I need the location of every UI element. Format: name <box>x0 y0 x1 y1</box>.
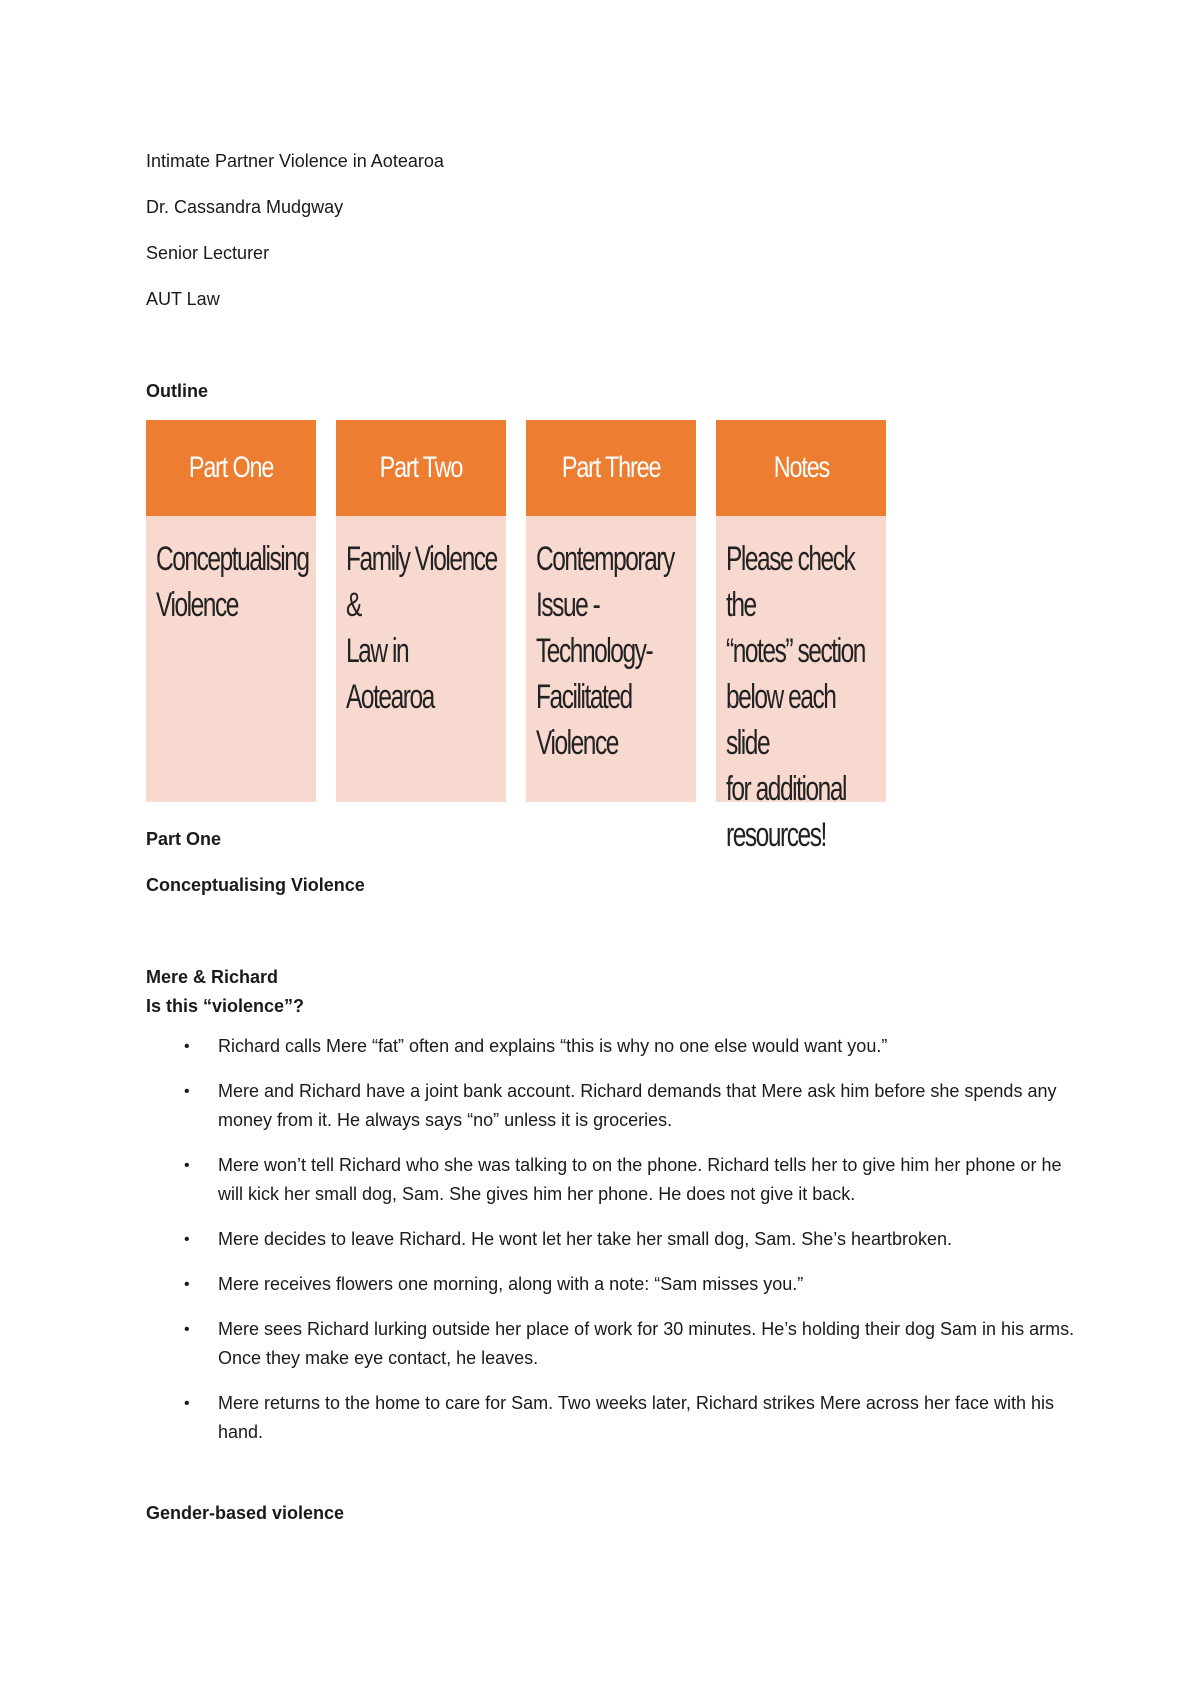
outline-card-part-two <box>336 420 506 802</box>
outline-card-body: Conceptualising Violence <box>146 516 316 802</box>
outline-card-part-three <box>526 420 696 802</box>
list-item-text: Richard calls Mere “fat” often and explains “this is why no one else would want you.” <box>218 1036 888 1056</box>
part-one-subheading: Conceptualising Violence <box>146 875 365 895</box>
bullet-icon: • <box>184 1083 190 1100</box>
author-role: Senior Lecturer <box>146 243 270 263</box>
bullet-icon: • <box>184 1157 190 1174</box>
list-item <box>146 1315 1076 1373</box>
outline-card-body: Family Violence & Law in Aotearoa <box>336 516 506 802</box>
part-one-heading: Part One <box>146 829 222 849</box>
list-item <box>146 1151 1076 1209</box>
list-item <box>146 1270 1076 1299</box>
list-item <box>146 1077 1076 1135</box>
list-item <box>146 1225 1076 1254</box>
author-institution: AUT Law <box>146 289 220 309</box>
scenario-heading: Mere & Richard <box>146 967 279 987</box>
list-item-text: Mere decides to leave Richard. He wont let her take her small dog, Sam. She’s heartbroken. <box>218 1229 953 1249</box>
outline-card-part-one <box>146 420 316 802</box>
bullet-icon: • <box>184 1038 190 1055</box>
scenario-question: Is this “violence”? <box>146 996 305 1016</box>
list-item-text: Mere sees Richard lurking outside her place of work for 30 minutes. He’s holding their dog Sam in his arms. Once they make eye contact, he leaves. <box>218 1319 1075 1368</box>
outline-heading: Outline <box>146 381 208 401</box>
list-item-text: Mere receives flowers one morning, along with a note: “Sam misses you.” <box>218 1274 804 1294</box>
bullet-icon: • <box>184 1395 190 1412</box>
bullet-icon: • <box>184 1231 190 1248</box>
outline-card-notes <box>716 420 886 854</box>
outline-cards <box>146 420 886 854</box>
list-item-text: Mere returns to the home to care for Sam. Two weeks later, Richard strikes Mere across her face with his hand. <box>218 1393 1054 1442</box>
outline-card-body: Please check the “notes” section below each slide for additional resources! <box>716 516 886 802</box>
outline-card-title: Part Three <box>526 420 696 516</box>
list-item <box>146 1032 1076 1061</box>
outline-card-body: Contemporary Issue - Technology- Facilitated Violence <box>526 516 696 802</box>
outline-card-title: Part One <box>146 420 316 516</box>
outline-card-title: Notes <box>716 420 886 516</box>
bullet-icon: • <box>184 1276 190 1293</box>
author-name: Dr. Cassandra Mudgway <box>146 197 344 217</box>
list-item-text: Mere won’t tell Richard who she was talking to on the phone. Richard tells her to give him her phone or he will kick her small dog, Sam. She gives him her phone. He does not give it back. <box>218 1155 1062 1204</box>
outline-card-title: Part Two <box>336 420 506 516</box>
section-heading: Gender-based violence <box>146 1503 345 1523</box>
list-item-text: Mere and Richard have a joint bank account. Richard demands that Mere ask him before she spends any money from it. He always says “no” unless it is groceries. <box>218 1081 1057 1130</box>
scenario-list <box>146 1032 1076 1463</box>
bullet-icon: • <box>184 1321 190 1338</box>
list-item <box>146 1389 1076 1447</box>
document-title: Intimate Partner Violence in Aotearoa <box>146 151 444 171</box>
